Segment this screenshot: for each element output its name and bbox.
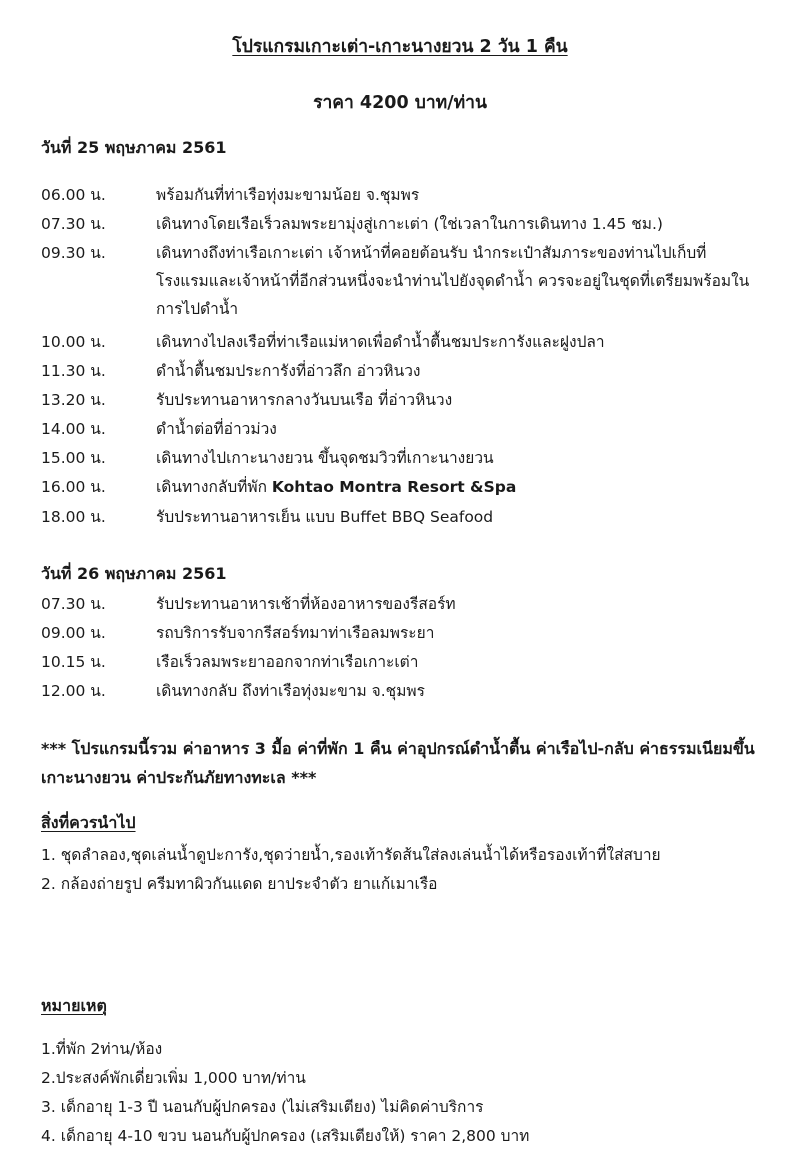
activity: พร้อมกันที่ท่าเรือทุ่งมะขามน้อย จ.ชุมพร: [156, 186, 420, 204]
includes-note-line1: *** โปรแกรมนี้รวม ค่าอาหาร 3 มื้อ ค่าที่พัก 1 คืน ค่าอุปกรณ์ดำน้ำตื้น ค่าเรือไป-กลับ ค่าธรรมเนียมขึ้น: [41, 739, 755, 758]
remark-item: 4. เด็กอายุ 4-10 ขวบ นอนกับผู้ปกครอง (เสริมเตียงให้) ราคา 2,800 บาท: [41, 1127, 530, 1145]
activity: รับประทานอาหารกลางวันบนเรือ ที่อ่าวหินวง: [156, 391, 453, 409]
time: 15.00 น.: [41, 449, 106, 467]
day1-row: [41, 445, 494, 470]
day2-row: [41, 649, 418, 674]
time: 14.00 น.: [41, 420, 106, 438]
activity: รับประทานอาหารเช้าที่ห้องอาหารของรีสอร์ท: [156, 595, 456, 613]
activity: เดินทางกลับที่พัก: [156, 478, 272, 496]
activity: เดินทางถึงท่าเรือเกาะเต่า เจ้าหน้าที่คอยต้อนรับ นำกระเป๋าสัมภาระของท่านไปเก็บที่: [156, 244, 707, 262]
bring-heading: สิ่งที่ควรนำไป: [41, 813, 136, 832]
day1-row: [41, 474, 516, 499]
day1-row: [41, 358, 420, 383]
time: 10.15 น.: [41, 653, 106, 671]
time: 16.00 น.: [41, 478, 106, 496]
activity: ดำน้ำตื้นชมประการังที่อ่าวลึก อ่าวหินวง: [156, 362, 421, 380]
time: 07.30 น.: [41, 595, 106, 613]
bring-item: 1. ชุดลำลอง,ชุดเล่นน้ำดูปะการัง,ชุดว่ายน้ำ,รองเท้ารัดส้นใส่ลงเล่นน้ำได้หรือรองเท้าที่ใส่สบาย: [41, 846, 661, 864]
day2-heading: วันที่ 26 พฤษภาคม 2561: [41, 564, 227, 583]
activity: รับประทานอาหารเย็น แบบ Buffet BBQ Seafood: [156, 508, 494, 526]
activity: เดินทางไปเกาะนางยวน ขึ้นจุดชมวิวที่เกาะนางยวน: [156, 449, 494, 467]
time: 18.00 น.: [41, 508, 106, 526]
day1-row: [41, 416, 277, 441]
activity-continued: การไปดำน้ำ: [156, 300, 239, 318]
page-title: [0, 32, 800, 60]
time: 09.00 น.: [41, 624, 106, 642]
resort-name: Kohtao Montra Resort &Spa: [271, 478, 517, 496]
remark-item: 2.ประสงค์พักเดี่ยวเพิ่ม 1,000 บาท/ท่าน: [41, 1069, 306, 1087]
remark-item: 3. เด็กอายุ 1-3 ปี นอนกับผู้ปกครอง (ไม่เสริมเตียง) ไม่คิดค่าบริการ: [41, 1098, 484, 1116]
activity: เรือเร็วลมพระยาออกจากท่าเรือเกาะเต่า: [156, 653, 419, 671]
activity: เดินทางกลับ ถึงท่าเรือทุ่งมะขาม จ.ชุมพร: [156, 682, 425, 700]
time: 07.30 น.: [41, 215, 106, 233]
day1-row: [41, 182, 419, 207]
day1-row: [41, 329, 605, 354]
includes-note-line2: เกาะนางยวน ค่าประกันภัยทางทะเล ***: [41, 768, 317, 787]
day1-row: [41, 387, 452, 412]
time: 10.00 น.: [41, 333, 106, 351]
price: ราคา 4200 บาท/ท่าน: [313, 93, 487, 113]
activity: ดำน้ำต่อที่อ่าวม่วง: [156, 420, 277, 438]
time: 11.30 น.: [41, 362, 106, 380]
day2-row: [41, 620, 434, 645]
time: 09.30 น.: [41, 244, 106, 262]
day2-row: [41, 678, 425, 703]
activity: เดินทางไปลงเรือที่ท่าเรือแม่หาดเพื่อดำน้ำตื้นชมประการังและฝูงปลา: [156, 333, 605, 351]
bring-item: 2. กล้องถ่ายรูป ครีมทาผิวกันแดด ยาประจำตัว ยาแก้เมาเรือ: [41, 875, 438, 893]
day1-row: [41, 504, 493, 529]
day1-row: [41, 211, 663, 236]
remark-item: 1.ที่พัก 2ท่าน/ห้อง: [41, 1040, 163, 1058]
time: 13.20 น.: [41, 391, 106, 409]
time: 06.00 น.: [41, 186, 106, 204]
day2-row: [41, 591, 456, 616]
day1-heading: วันที่ 25 พฤษภาคม 2561: [41, 138, 227, 157]
day1-row: [41, 240, 706, 265]
activity: เดินทางโดยเรือเร็วลมพระยามุ่งสู่เกาะเต่า (ใช่เวลาในการเดินทาง 1.45 ชม.): [156, 215, 663, 233]
activity: รถบริการรับจากรีสอร์ทมาท่าเรือลมพระยา: [156, 624, 435, 642]
title-text: โปรแกรมเกาะเต่า-เกาะนางยวน 2 วัน 1 คืน: [232, 37, 568, 57]
remarks-heading: หมายเหตุ: [41, 996, 107, 1015]
time: 12.00 น.: [41, 682, 106, 700]
activity-continued: โรงแรมและเจ้าหน้าที่อีกส่วนหนึ่งจะนำท่านไปยังจุดดำน้ำ ควรจะอยู่ในชุดที่เตรียมพร้อมใน: [156, 272, 750, 290]
